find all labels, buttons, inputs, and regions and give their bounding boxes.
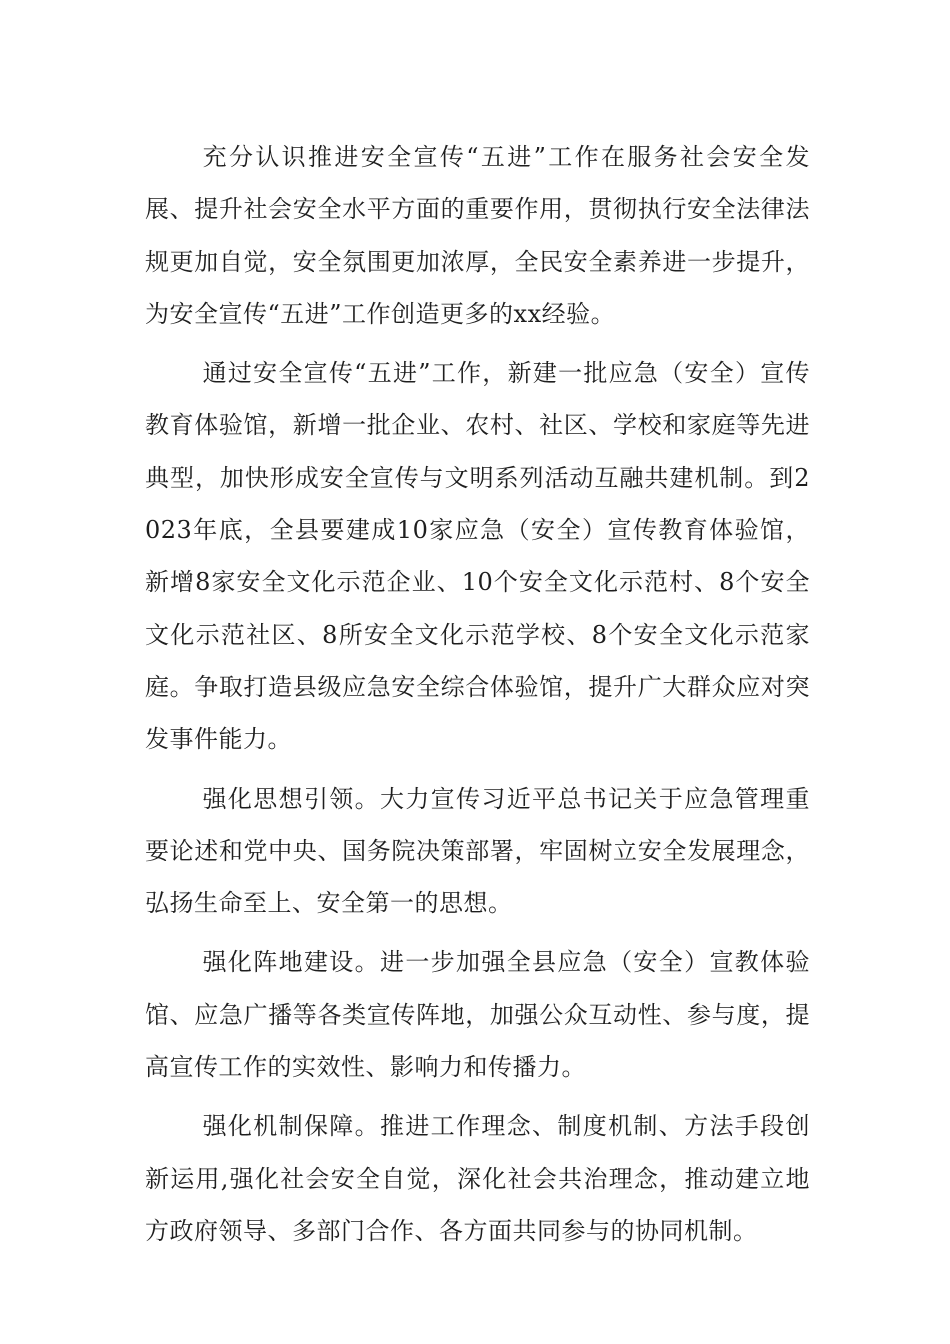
paragraph-4: 强化阵地建设。进一步加强全县应急（安全）宣教体验馆、应急广播等各类宣传阵地，加强公众互动性、参与度，提高宣传工作的实效性、影响力和传播力。	[145, 948, 810, 1082]
paragraph-2: 通过安全宣传“五进”工作，新建一批应急（安全）宣传教育体验馆，新增一批企业、农村、社区、学校和家庭等先进典型，加快形成安全宣传与文明系列活动互融共建机制。到2023年底，全县要建成10家应急（安全）宣传教育体验馆，新增8家安全文化示范企业、10个安全文化示范村、8个安全文化示范社区、8所安全文化示范学校、8个安全文化示范家庭。争取打造县级应急安全综合体验馆，提升广大群众应对突发事件能力。	[145, 359, 810, 754]
paragraph-5: 强化机制保障。推进工作理念、制度机制、方法手段创新运用,强化社会安全自觉，深化社会共治理念，推动建立地方政府领导、多部门合作、各方面共同参与的协同机制。	[145, 1112, 810, 1245]
paragraph-3: 强化思想引领。大力宣传习近平总书记关于应急管理重要论述和党中央、国务院决策部署，牢固树立安全发展理念，弘扬生命至上、安全第一的思想。	[145, 784, 810, 918]
paragraph-1: 充分认识推进安全宣传“五进”工作在服务社会安全发展、提升社会安全水平方面的重要作用，贯彻执行安全法律法规更加自觉，安全氛围更加浓厚，全民安全素养进一步提升，为安全宣传“五进”工作创造更多的xx经验。	[145, 143, 810, 328]
document-body	[145, 131, 810, 1264]
